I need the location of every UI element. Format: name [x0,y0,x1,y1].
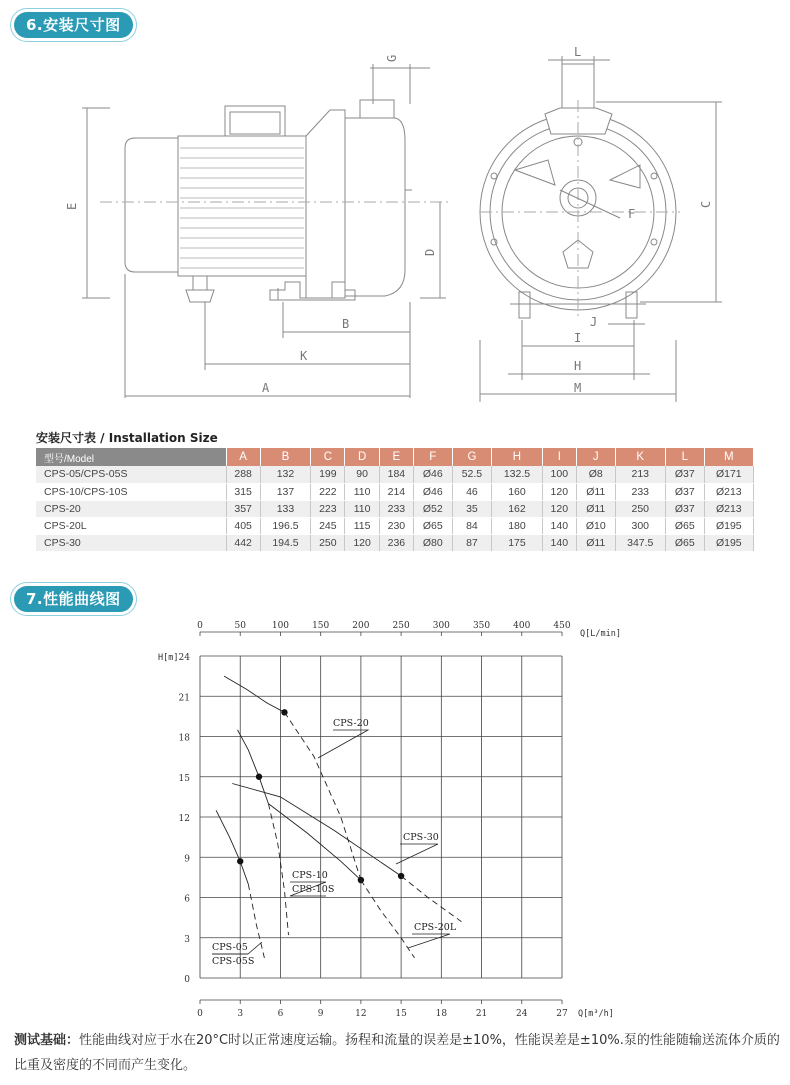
test-basis-note [14,1028,780,1078]
table-header-h: H [492,448,542,466]
dim-label-f: F [628,207,636,221]
table-cell: 199 [311,466,345,483]
x2-tick-label: 50 [234,621,246,631]
dim-label-a: A [262,381,270,395]
x2-tick-label: 150 [312,621,330,631]
table-row [36,466,754,483]
x2-axis-label: Q[L/min] [580,629,621,639]
table-cell: 222 [311,483,345,500]
x-tick-label: 27 [556,1009,568,1019]
test-basis-lead: 测试基础： [14,1033,80,1048]
series-point-cps-10 [256,774,262,780]
table-header-d: D [345,448,379,466]
table-header-l: L [665,448,704,466]
dim-label-m: M [574,381,582,395]
table-cell: Ø213 [704,500,753,517]
table-cell: Ø52 [414,500,453,517]
curve-label: CPS-05 [212,942,248,953]
table-cell: 315 [226,483,260,500]
curve-label: CPS-20L [414,922,457,933]
x2-tick-label: 300 [432,621,450,631]
table-cell: Ø65 [665,534,704,551]
table-cell: 300 [615,517,665,534]
series-line-cps-20l [268,804,361,881]
table-cell: Ø37 [665,466,704,483]
table-cell: 347.5 [615,534,665,551]
x2-tick-label: 250 [392,621,410,631]
y-tick-label: 0 [184,975,190,985]
table-cell: 250 [311,534,345,551]
section-title-installation-drawing: 6.安装尺寸图 [14,12,133,38]
table-row [36,534,754,551]
table-title: 安装尺寸表 / Installation Size [36,431,218,445]
x2-tick-label: 0 [197,621,203,631]
dim-label-c: C [699,200,713,208]
table-cell-model: CPS-10/CPS-10S [36,483,226,500]
table-cell: 132.5 [492,466,542,483]
dim-label-h: H [574,359,582,373]
table-cell: 132 [260,466,310,483]
y-tick-label: 6 [184,894,190,905]
table-cell: 160 [492,483,542,500]
table-header-j: J [576,448,615,466]
y-axis-label: H[m] [158,653,179,663]
x-tick-label: 3 [237,1009,244,1019]
curve-label: CPS-10S [292,884,335,895]
installation-size-table [36,448,754,552]
series-line-cps-30-drop [401,876,461,922]
table-cell: Ø37 [665,500,704,517]
series-line-cps-10s [268,804,288,936]
table-header-i: I [542,448,576,466]
table-cell: 184 [379,466,413,483]
table-cell: 52.5 [452,466,492,483]
x2-tick-label: 450 [553,621,571,631]
table-cell: 236 [379,534,413,551]
table-cell: Ø11 [576,500,615,517]
table-cell: Ø195 [704,517,753,534]
dim-label-d: D [423,248,437,256]
table-cell: 115 [345,517,379,534]
table-cell: 133 [260,500,310,517]
table-cell: 233 [379,500,413,517]
x2-tick-label: 350 [472,621,491,631]
table-cell: 140 [542,534,576,551]
table-cell: Ø10 [576,517,615,534]
y-tick-label: 18 [178,733,190,744]
x2-tick-label: 200 [352,621,370,631]
series-line-cps-05 [216,810,248,884]
x-tick-label: 18 [435,1009,448,1019]
table-cell-model: CPS-05/CPS-05S [36,466,226,483]
test-basis-text: 性能曲线对应于水在20°C时以正常速度运输。扬程和流量的误差是±10%，性能误差是±10%.泵的性能随输送流体介质的比重及密度的不同而产生变化。 [14,1033,780,1073]
table-cell: Ø213 [704,483,753,500]
table-cell: Ø195 [704,534,753,551]
table-cell: Ø8 [576,466,615,483]
curve-label: CPS-20 [333,718,369,729]
table-row [36,483,754,500]
table-header-e: E [379,448,413,466]
curve-label: CPS-10 [292,870,328,881]
table-cell: 46 [452,483,492,500]
dim-label-b: B [342,317,350,331]
dim-label-k: K [300,349,308,363]
table-header-model: 型号/Model [36,448,226,466]
y-tick-label: 24 [178,653,190,663]
table-header-m: M [704,448,753,466]
dim-label-g: G [385,54,399,62]
table-cell: Ø11 [576,534,615,551]
dim-label-e: E [65,202,79,210]
x-tick-label: 15 [395,1009,407,1019]
table-header-row [36,448,754,466]
table-header-k: K [615,448,665,466]
x-tick-label: 24 [516,1009,528,1019]
table-cell: 405 [226,517,260,534]
table-cell: 223 [311,500,345,517]
table-cell: 180 [492,517,542,534]
y-tick-label: 15 [178,773,190,784]
table-cell: Ø46 [414,483,453,500]
performance-chart [150,618,630,1028]
x2-tick-label: 400 [513,621,531,631]
table-header-a: A [226,448,260,466]
y-tick-label: 21 [178,693,190,704]
table-cell: 233 [615,483,665,500]
curve-label-leader [396,844,438,864]
table-cell: 90 [345,466,379,483]
table-cell: 196.5 [260,517,310,534]
table-cell-model: CPS-20L [36,517,226,534]
table-cell: 214 [379,483,413,500]
table-cell: 120 [542,483,576,500]
dim-label-l: L [574,45,582,59]
table-cell: Ø65 [414,517,453,534]
x-tick-label: 21 [475,1009,488,1019]
series-line-cps-20-drop [285,712,361,880]
table-cell: 230 [379,517,413,534]
table-cell: 245 [311,517,345,534]
table-cell: 84 [452,517,492,534]
series-line-cps-20l-drop [361,880,415,958]
installation-drawing [0,40,790,410]
x2-tick-label: 100 [271,621,290,631]
table-cell: Ø37 [665,483,704,500]
y-tick-label: 9 [184,854,190,865]
table-cell: 137 [260,483,310,500]
table-cell: 140 [542,517,576,534]
curve-label-leader [408,934,450,948]
table-cell: 213 [615,466,665,483]
y-tick-label: 3 [184,934,190,945]
table-cell: 87 [452,534,492,551]
table-cell: 250 [615,500,665,517]
dim-label-j: J [590,315,598,329]
series-point-cps-05 [237,858,243,864]
table-cell-model: CPS-20 [36,500,226,517]
table-cell: 110 [345,483,379,500]
table-header-g: G [452,448,492,466]
x-tick-label: 9 [317,1009,324,1019]
section-title-performance-curve: 7.性能曲线图 [14,586,133,612]
table-cell-model: CPS-30 [36,534,226,551]
table-cell: Ø65 [665,517,704,534]
table-header-c: C [311,448,345,466]
table-cell: 162 [492,500,542,517]
table-cell: Ø171 [704,466,753,483]
table-row [36,500,754,517]
table-cell: 120 [345,534,379,551]
curve-label: CPS-05S [212,956,255,967]
table-cell: 194.5 [260,534,310,551]
pump-side-view [100,100,450,302]
series-point-cps-20l [358,877,364,883]
table-cell: Ø80 [414,534,453,551]
x-axis-label: Q[m³/h] [578,1009,614,1019]
table-cell: 442 [226,534,260,551]
table-cell: 357 [226,500,260,517]
table-cell: 110 [345,500,379,517]
curve-label: CPS-30 [403,832,439,843]
series-line-cps-20 [224,676,284,712]
y-tick-label: 12 [178,814,190,824]
table-cell: 100 [542,466,576,483]
x-tick-label: 12 [355,1009,367,1019]
table-cell: 35 [452,500,492,517]
table-cell: 175 [492,534,542,551]
x-tick-label: 0 [197,1009,203,1019]
table-cell: 120 [542,500,576,517]
table-header-f: F [414,448,453,466]
table-cell: Ø46 [414,466,453,483]
table-cell: Ø11 [576,483,615,500]
table-cell: 288 [226,466,260,483]
dim-label-i: I [574,331,582,345]
x-tick-label: 6 [277,1009,284,1019]
table-row [36,517,754,534]
table-header-b: B [260,448,310,466]
series-line-cps-30 [232,784,401,877]
